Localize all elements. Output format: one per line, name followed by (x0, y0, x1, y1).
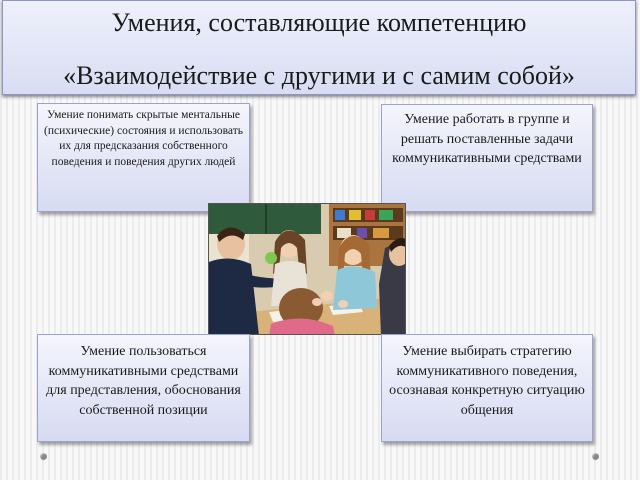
classroom-illustration (209, 204, 406, 335)
skill-card-present-position (37, 334, 250, 442)
decorative-dot-left (40, 453, 47, 460)
children-at-table-photo (208, 203, 406, 335)
skill-card-text: Умение работать в группе и решать поставленные задачи коммуникативными средствами (392, 112, 582, 167)
skill-card-text: Умение пользоваться коммуникативными средствами для представления, обоснования собственной позиции (46, 344, 241, 418)
skill-card-understand-states (37, 103, 250, 212)
skill-card-choose-strategy (381, 334, 593, 442)
skill-card-text: Умение выбирать стратегию коммуникативного поведения, осознавая конкретную ситуацию общения (389, 344, 585, 418)
decorative-dot-right (592, 453, 599, 460)
slide-title-line2: «Взаимодействие с другими и с самим собой» (63, 61, 575, 90)
slide-title-line1: Умения, составляющие компетенцию (111, 8, 527, 37)
skill-card-group-work (381, 104, 593, 212)
slide-title-box (2, 0, 636, 95)
skill-card-text: Умение понимать скрытые ментальные (психические) состояния и использовать их для предсказания собственного поведения и поведения других людей (44, 109, 243, 168)
